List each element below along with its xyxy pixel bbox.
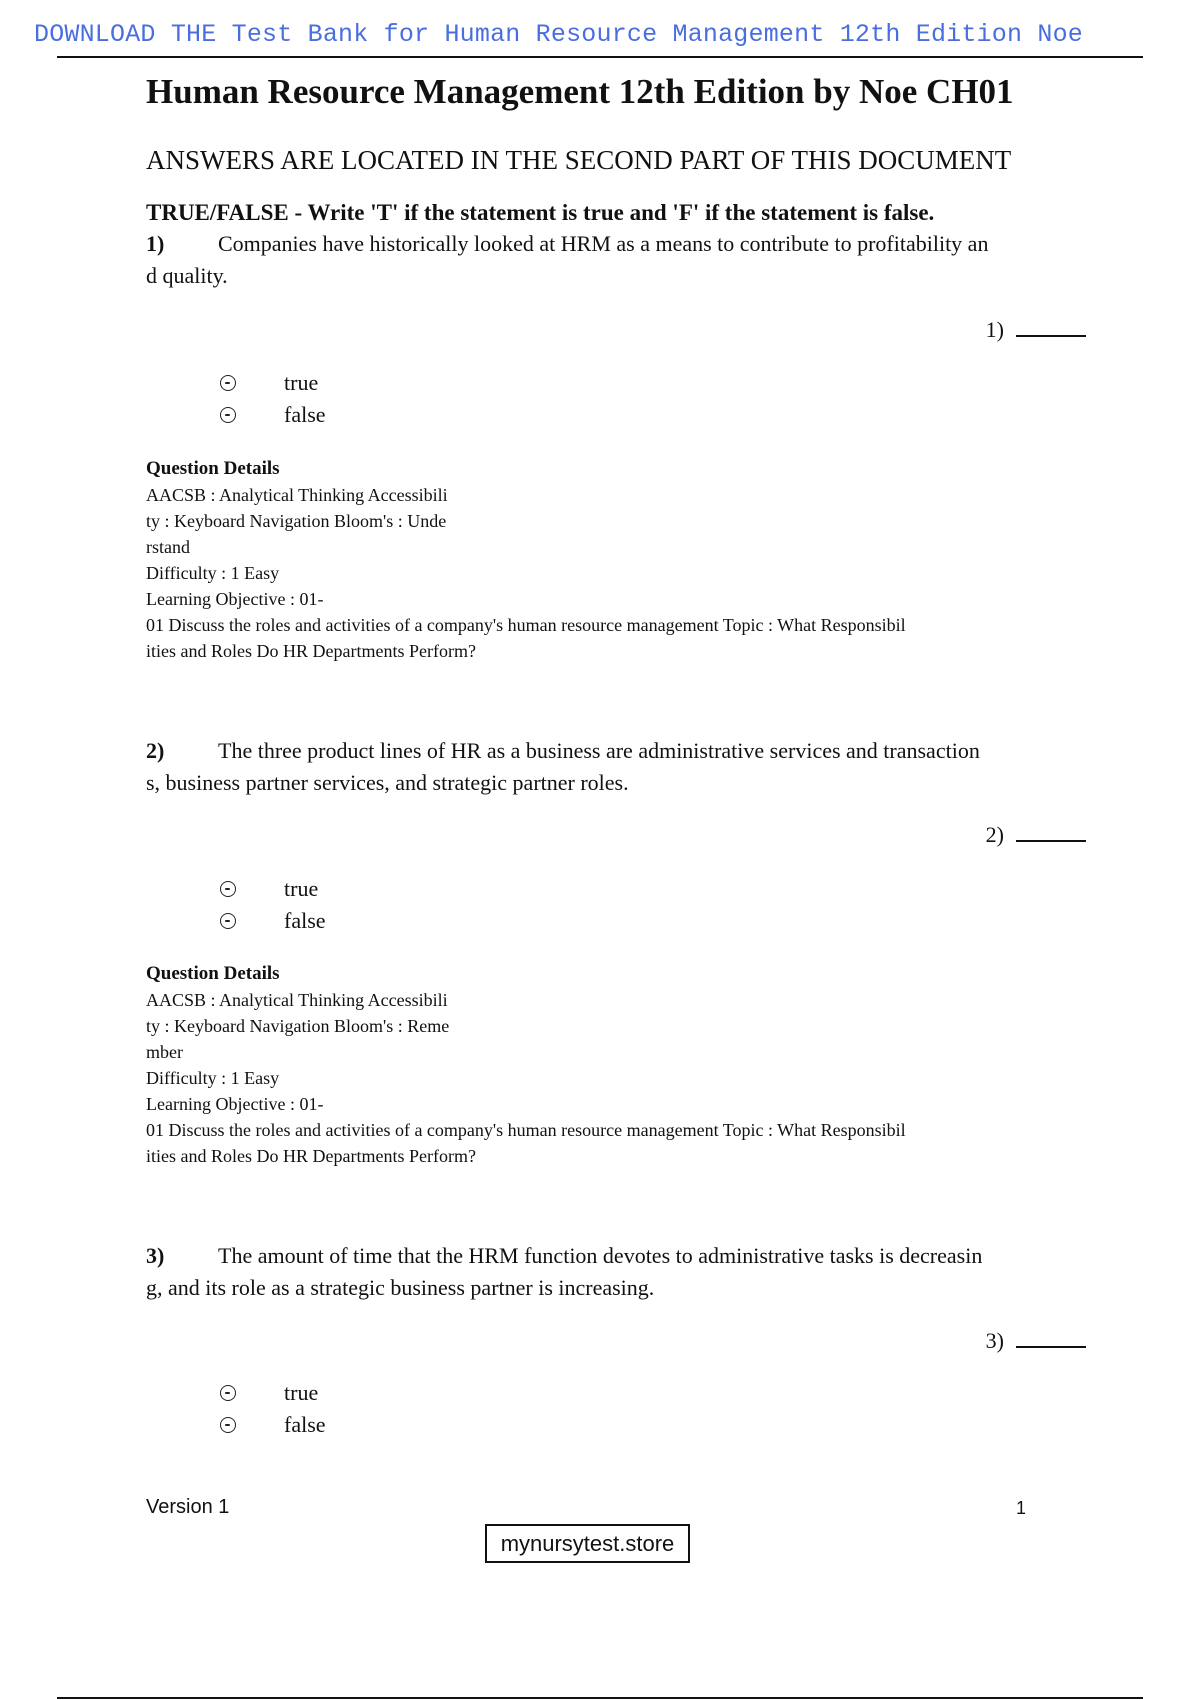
question-stem — [146, 1240, 1086, 1304]
option-label: false — [284, 402, 326, 427]
radio-icon[interactable] — [220, 1417, 236, 1433]
footer-version: Version 1 — [146, 1496, 230, 1518]
detail-line: ities and Roles Do HR Departments Perform? — [146, 1146, 476, 1166]
answer-blank[interactable] — [986, 1328, 1086, 1354]
answer-options — [220, 1377, 326, 1441]
detail-line: 01 Discuss the roles and activities of a company's human resource management Topic : What Responsibil — [146, 1120, 906, 1140]
question-stem — [146, 735, 1086, 799]
detail-line: AACSB : Analytical Thinking Accessibili — [146, 485, 448, 505]
page-title: Human Resource Management 12th Edition by Noe CH01 — [146, 72, 1014, 111]
answer-blank-label: 3) — [985, 1328, 1004, 1353]
option-false[interactable] — [220, 399, 326, 431]
question-1 — [146, 228, 1086, 661]
answer-blank-line — [1016, 1345, 1086, 1348]
answer-blank-line — [1016, 334, 1086, 337]
answer-options — [220, 367, 326, 431]
answer-blank-line — [1016, 839, 1086, 842]
radio-icon[interactable] — [220, 375, 236, 391]
detail-line: Learning Objective : 01- — [146, 1094, 324, 1114]
detail-line: mber — [146, 1042, 183, 1062]
footer-divider — [57, 1697, 1143, 1699]
detail-line: AACSB : Analytical Thinking Accessibili — [146, 990, 448, 1010]
page-number: 1 — [1016, 1498, 1027, 1518]
option-true[interactable] — [220, 367, 326, 399]
answer-options — [220, 873, 326, 937]
question-text-line-2: g, and its role as a strategic business partner is increasing. — [146, 1275, 655, 1300]
question-3 — [146, 1240, 1086, 1437]
radio-icon[interactable] — [220, 913, 236, 929]
question-details-heading: Question Details — [146, 963, 280, 984]
header-divider — [57, 56, 1143, 58]
option-label: false — [284, 1412, 326, 1437]
question-number: 3) — [146, 1243, 165, 1268]
detail-line: rstand — [146, 537, 190, 557]
detail-line: Difficulty : 1 Easy — [146, 563, 280, 583]
detail-line: ities and Roles Do HR Departments Perform? — [146, 641, 476, 661]
option-label: true — [284, 1380, 319, 1405]
section-heading: TRUE/FALSE - Write 'T' if the statement is true and 'F' if the statement is false. — [146, 200, 935, 225]
question-text-line-1: Companies have historically looked at HRM as a means to contribute to profitability an — [218, 231, 989, 256]
question-number: 1) — [146, 231, 165, 256]
answer-blank-label: 2) — [985, 822, 1004, 847]
answer-blank-label: 1) — [985, 317, 1004, 342]
question-text-line-1: The amount of time that the HRM function devotes to administrative tasks is decreasin — [218, 1243, 983, 1268]
question-text-line-2: d quality. — [146, 263, 228, 288]
option-label: false — [284, 908, 326, 933]
question-number: 2) — [146, 738, 165, 763]
answer-blank[interactable] — [986, 822, 1086, 848]
radio-icon[interactable] — [220, 407, 236, 423]
watermark-stamp: mynursytest.store — [485, 1524, 690, 1563]
download-banner: DOWNLOAD THE Test Bank for Human Resource Management 12th Edition Noe — [34, 20, 1083, 49]
question-text-line-1: The three product lines of HR as a business are administrative services and transaction — [218, 738, 980, 763]
answer-blank[interactable] — [986, 317, 1086, 343]
option-true[interactable] — [220, 1377, 326, 1409]
answers-note: ANSWERS ARE LOCATED IN THE SECOND PART OF THIS DOCUMENT — [146, 145, 1012, 175]
question-details — [146, 456, 906, 664]
radio-icon[interactable] — [220, 881, 236, 897]
option-label: true — [284, 370, 319, 395]
option-false[interactable] — [220, 1409, 326, 1441]
radio-icon[interactable] — [220, 1385, 236, 1401]
detail-line: ty : Keyboard Navigation Bloom's : Unde — [146, 511, 447, 531]
question-stem — [146, 228, 1086, 292]
detail-line: Difficulty : 1 Easy — [146, 1068, 280, 1088]
question-text-line-2: s, business partner services, and strategic partner roles. — [146, 770, 629, 795]
detail-line: 01 Discuss the roles and activities of a company's human resource management Topic : What Responsibil — [146, 615, 906, 635]
option-false[interactable] — [220, 905, 326, 937]
question-details — [146, 961, 906, 1169]
option-label: true — [284, 876, 319, 901]
question-2 — [146, 735, 1086, 1166]
detail-line: ty : Keyboard Navigation Bloom's : Reme — [146, 1016, 450, 1036]
detail-line: Learning Objective : 01- — [146, 589, 324, 609]
option-true[interactable] — [220, 873, 326, 905]
question-details-heading: Question Details — [146, 458, 280, 479]
